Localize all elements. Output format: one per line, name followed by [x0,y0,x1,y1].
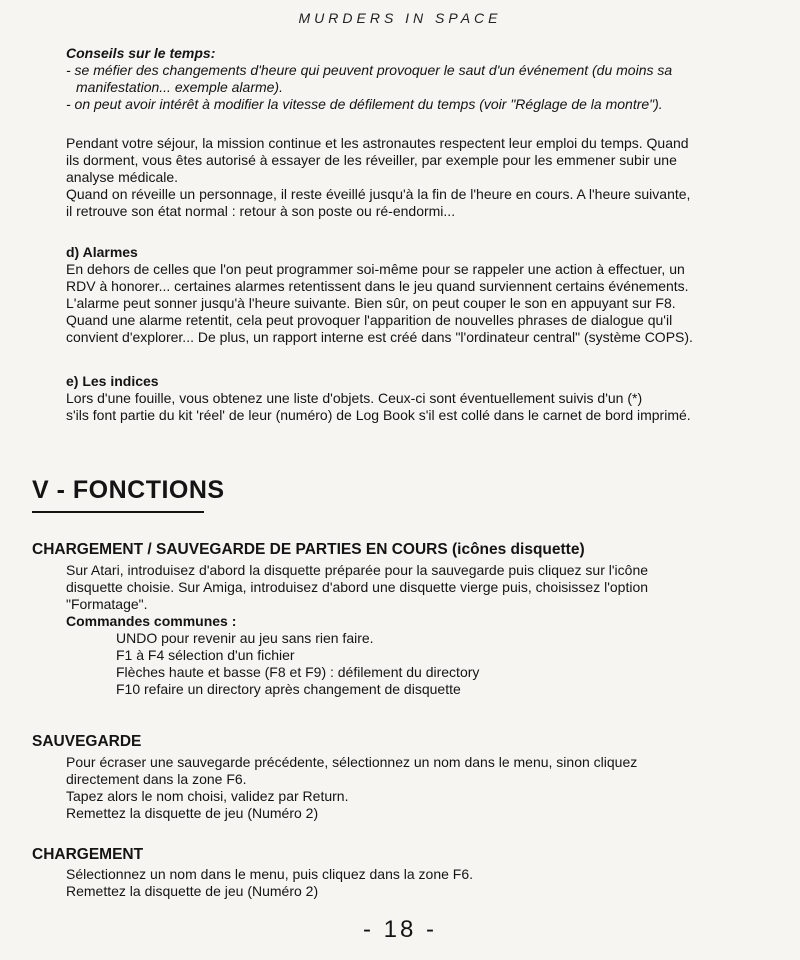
running-header: MURDERS IN SPACE [298,10,502,26]
paragraph-line: Lors d'une fouille, vous obtenez une liste d'objets. Ceux-ci sont éventuellement suivis d'un (*) [66,390,643,406]
paragraph-line: directement dans la zone F6. [66,771,247,787]
alarms-title: d) Alarmes [66,244,138,260]
paragraph-line: Remettez la disquette de jeu (Numéro 2) [66,805,319,821]
save-body [66,754,746,822]
paragraph-line: s'ils font partie du kit 'réel' de leur (numéro) de Log Book s'il est collé dans le carnet de bord imprimé. [66,407,691,423]
paragraph-line: il retrouve son état normal : retour à son poste ou ré-endormi... [66,203,456,219]
load-heading: CHARGEMENT [32,846,144,863]
paragraph-line: Sélectionnez un nom dans le menu, puis cliquez dans la zone F6. [66,866,474,882]
paragraph-line: Sur Atari, introduisez d'abord la disquette préparée pour la sauvegarde puis cliquez sur l'icône [66,562,649,578]
paragraph-line: convient d'explorer... De plus, un rapport interne est créé dans "l'ordinateur central" (système COPS). [66,329,693,345]
paragraph-line: ils dorment, vous êtes autorisé à essayer de les réveiller, par exemple pour les emmener subir une [66,152,677,168]
load-save-heading: CHARGEMENT / SAUVEGARDE DE PARTIES EN COURS (icônes disquette) [32,541,585,558]
clues-section [66,373,746,424]
paragraph-line: Remettez la disquette de jeu (Numéro 2) [66,883,319,899]
load-body [66,866,746,900]
time-advice-title: Conseils sur le temps: [66,45,216,61]
section-heading-underline [32,511,204,513]
clues-title: e) Les indices [66,373,159,389]
paragraph-line: L'alarme peut sonner jusqu'à l'heure suivante. Bien sûr, on peut couper le son en appuyant sur F8. [66,295,676,311]
command-item: F10 refaire un directory après changement de disquette [116,681,461,697]
paragraph-line: Quand on réveille un personnage, il reste éveillé jusqu'à la fin de l'heure en cours. A l'heure suivante, [66,186,691,202]
save-heading: SAUVEGARDE [32,733,142,750]
paragraph-line: En dehors de celles que l'on peut programmer soi-même pour se rappeler une action à effectuer, un [66,261,685,277]
command-item: Flèches haute et basse (F8 et F9) : défilement du directory [116,664,480,680]
command-item: UNDO pour revenir au jeu sans rien faire. [116,630,374,646]
paragraph-line: disquette choisie. Sur Amiga, introduisez d'abord une disquette vierge puis, choisissez l'option [66,579,649,595]
time-advice-line: - on peut avoir intérêt à modifier la vitesse de défilement du temps (voir "Réglage de la montre"). [66,96,663,112]
paragraph-line: Tapez alors le nom choisi, validez par Return. [66,788,349,804]
common-commands-title: Commandes communes : [66,613,237,629]
paragraph-line: RDV à honorer... certaines alarmes retentissent dans le jeu quand surviennent certains événements. [66,278,689,294]
stay-paragraph [66,135,746,220]
time-advice-line: - se méfier des changements d'heure qui peuvent provoquer le saut d'un événement (du moins sa [66,62,673,78]
page-number: - 18 - [362,916,437,943]
alarms-section [66,244,746,346]
paragraph-line: "Formatage". [66,596,148,612]
load-save-body [66,562,746,698]
time-advice-line: manifestation... exemple alarme). [76,79,283,95]
paragraph-line: Pendant votre séjour, la mission continue et les astronautes respectent leur emploi du temps. Quand [66,135,689,151]
paragraph-line: Pour écraser une sauvegarde précédente, sélectionnez un nom dans le menu, sinon cliquez [66,754,638,770]
time-advice-block [66,45,746,113]
section-heading: V - FONCTIONS [32,476,225,504]
command-item: F1 à F4 sélection d'un fichier [116,647,295,663]
paragraph-line: Quand une alarme retentit, cela peut provoquer l'apparition de nouvelles phrases de dialogue qu'il [66,312,673,328]
paragraph-line: analyse médicale. [66,169,179,185]
